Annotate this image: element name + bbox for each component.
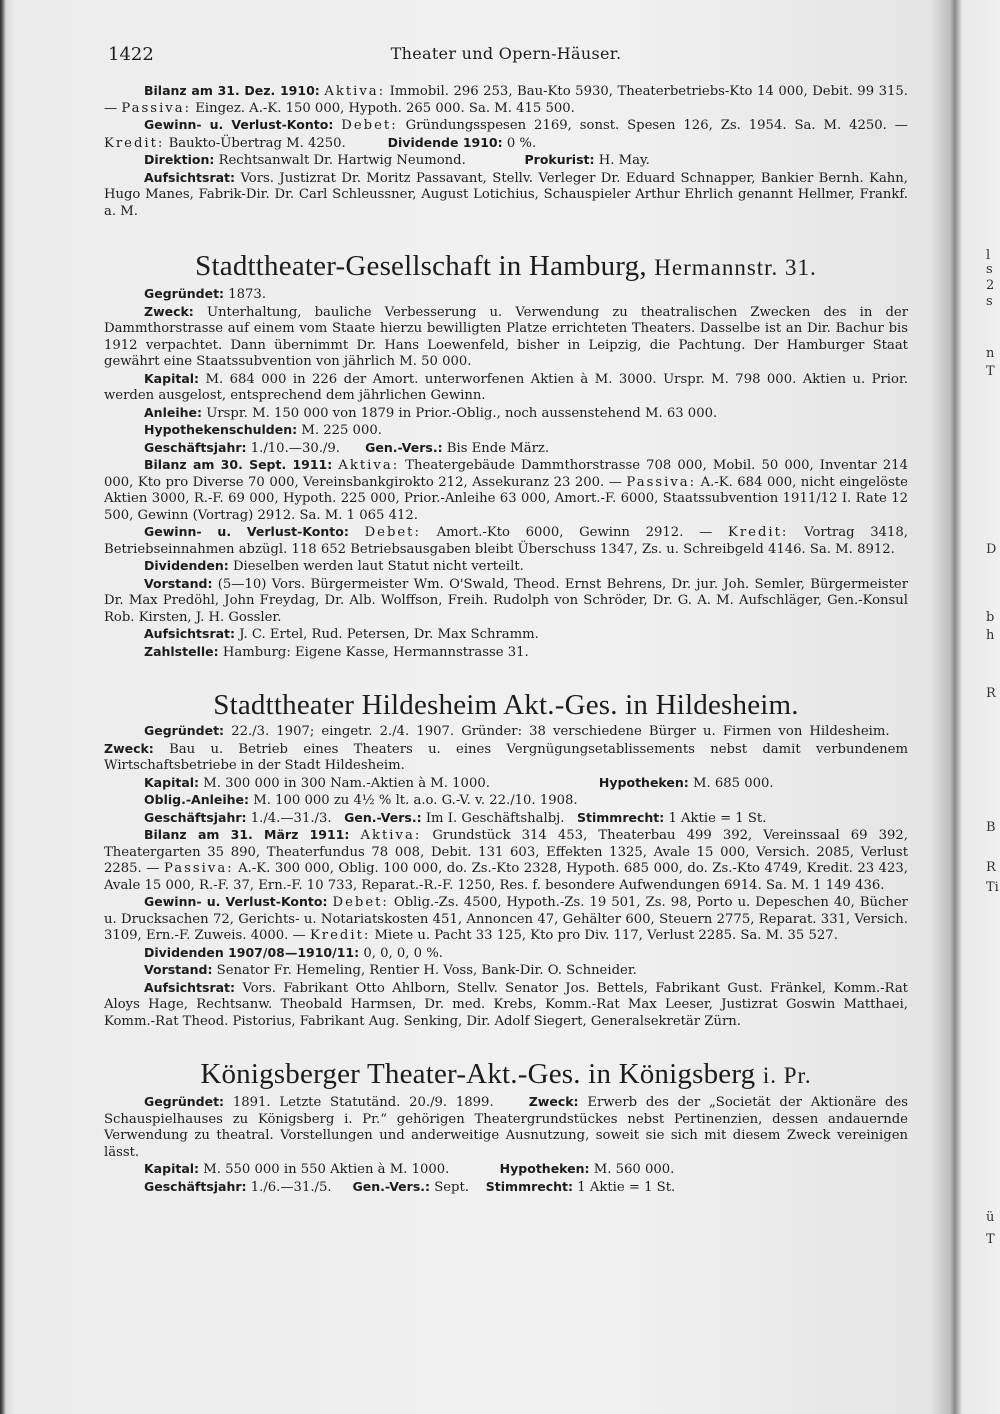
vorstand-label: Vorstand: bbox=[144, 962, 213, 977]
kredit-word: Kredit: bbox=[727, 525, 789, 540]
kapital-label: Kapital: bbox=[144, 1161, 200, 1176]
aufsichtsrat-paragraph bbox=[104, 170, 908, 221]
guv-label: Gewinn- u. Verlust-Konto: bbox=[144, 894, 328, 909]
direktion-text: Rechtsanwalt Dr. Hartwig Neumond. bbox=[218, 153, 466, 168]
geschaeftsjahr-paragraph bbox=[104, 810, 908, 828]
dividenden-text: 0, 0, 0, 0 %. bbox=[363, 945, 443, 961]
geschaeftsjahr-label: Geschäftsjahr: bbox=[144, 809, 247, 825]
aktiva-word: Aktiva: bbox=[360, 828, 422, 843]
stimmrecht-text: 1 Aktie = 1 St. bbox=[668, 810, 767, 826]
running-title: Theater und Opern-Häuser. bbox=[390, 44, 622, 63]
aufsichtsrat-label: Aufsichtsrat: bbox=[144, 626, 236, 641]
oblig-text: M. 100 000 zu 4½ % lt. a.o. G.-V. v. 22./10. 1908. bbox=[253, 793, 578, 808]
stimmrecht-label: Stimmrecht: bbox=[485, 1178, 574, 1194]
genvers-label: Gen.-Vers.: bbox=[365, 439, 443, 455]
bilanz-label: Bilanz am 31. Dez. 1910: bbox=[144, 83, 320, 98]
guv-paragraph bbox=[104, 524, 908, 558]
passiva-word: Passiva: bbox=[121, 100, 192, 116]
margin-fragment: n bbox=[986, 346, 995, 361]
bilanz-label: Bilanz am 31. März 1911: bbox=[144, 827, 350, 842]
bilanz-paragraph bbox=[104, 83, 908, 117]
zweck-label: Zweck: bbox=[144, 303, 194, 319]
gegruendet-label: Gegründet: bbox=[144, 723, 225, 738]
oblig-paragraph bbox=[104, 792, 908, 810]
kredit-text: Miete u. Pacht 33 125, Kto pro Div. 117, Verlust 2285. Sa. M. 35 527. bbox=[374, 928, 838, 943]
vorstand-paragraph bbox=[104, 576, 908, 627]
genvers-text: Sept. bbox=[434, 1179, 469, 1195]
margin-fragment: R bbox=[986, 860, 996, 875]
hypotheken-text: M. 560 000. bbox=[593, 1162, 675, 1177]
margin-fragment: T bbox=[986, 364, 995, 379]
dividenden-paragraph bbox=[104, 558, 908, 576]
hypotheken-label: Hypotheken: bbox=[598, 774, 689, 790]
gegruendet-text: 1873. bbox=[228, 287, 267, 302]
margin-fragment: Ti bbox=[986, 880, 999, 895]
kredit-text: Vortrag 3418, Betriebseinnahmen abzügl. 118 652 Betriebsausgaben bleibt Überschuss 1347, Zs. u. Schreibgeld 4146. Sa. M. 8912. bbox=[104, 525, 908, 557]
guv-paragraph bbox=[104, 894, 908, 945]
guv-paragraph bbox=[104, 117, 908, 152]
entry-title: Stadttheater Hildesheim Akt.-Ges. in Hildesheim. bbox=[213, 689, 799, 721]
genvers-text: Bis Ende März. bbox=[446, 440, 550, 456]
prokurist-label: Prokurist: bbox=[524, 152, 595, 167]
passiva-word: Passiva: bbox=[163, 861, 234, 876]
passiva-text: A.-K. 684 000, nicht eingelöste Aktien 3000, R.-F. 69 000, Hypoth. 225 000, Prior.-Anleihe 63 000, Amort.-F. 6000, Staatssubvention 1911/12 I. Rate 12 500, Gewinn (Vortrag) 2912. Sa. M. 1 065 412. bbox=[104, 474, 908, 523]
anleihe-paragraph bbox=[104, 405, 908, 423]
passiva-word: Passiva: bbox=[626, 474, 697, 490]
genvers-label: Gen.-Vers.: bbox=[344, 809, 422, 825]
geschaeftsjahr-text: 1./6.—31./5. bbox=[250, 1179, 332, 1195]
debet-text: Gründungsspesen 2169, sonst. Spesen 126, Zs. 1954. Sa. M. 4250. — bbox=[405, 118, 908, 133]
geschaeftsjahr-label: Geschäftsjahr: bbox=[144, 1178, 247, 1194]
stimmrecht-label: Stimmrecht: bbox=[577, 809, 665, 825]
kapital-label: Kapital: bbox=[144, 774, 200, 790]
margin-fragment: B bbox=[986, 820, 996, 835]
vorstand-text: Senator Fr. Hemeling, Rentier H. Voss, Bank-Dir. O. Schneider. bbox=[216, 963, 637, 978]
entry-title bbox=[104, 1056, 908, 1094]
dividenden-label: Dividenden: bbox=[144, 558, 229, 573]
zweck-text: Erwerb des der „Societät der Aktionäre des Schauspielhauses zu Königsberg i. Pr.“ gehörigen Theatergrundstückes nebst Pertinenzien, dessen andauernde Verwendung zu theatral. Vorstellungen und anderweitige Ausnutzung, soweit sie sich mit diesem Zweck vereinigen lässt. bbox=[104, 1095, 908, 1160]
margin-fragment: T bbox=[986, 1232, 995, 1247]
gegruendet-paragraph bbox=[104, 1094, 908, 1161]
dividende-label: Dividende 1910: bbox=[387, 134, 503, 150]
zweck-label: Zweck: bbox=[528, 1094, 579, 1109]
kapital-label: Kapital: bbox=[144, 370, 200, 386]
gegruendet-label: Gegründet: bbox=[144, 1094, 225, 1109]
zweck-paragraph bbox=[104, 304, 908, 371]
passiva-text: A.-K. 300 000, Oblig. 100 000, do. Zs.-Kto 2328, Hypoth. 685 000, do. Zs.-Kto 4749, Kredit. 23 423, Avale 15 000, R.-F. 37, Ern.-F. 10 733, Reparat.-R.-F. 1250, Res. f. besondere Aufwendungen 6914. Sa. M. 1 149 436. bbox=[104, 861, 908, 893]
direktion-label: Direktion: bbox=[144, 152, 215, 167]
zweck-label: Zweck: bbox=[104, 740, 154, 756]
vorstand-paragraph bbox=[104, 962, 908, 980]
margin-fragment: b bbox=[986, 610, 995, 625]
aufsichtsrat-text: Vors. Justizrat Dr. Moritz Passavant, Stellv. Verleger Dr. Eduard Schnapper, Bankier Bernh. Kahn, Hugo Manes, Fabrik-Dir. Dr. Carl Schleussner, August Lotichius, Schauspieler Arthur Ehrlich genannt Hellmer, Frankf. a. M. bbox=[104, 170, 908, 219]
guv-label: Gewinn- u. Verlust-Konto: bbox=[144, 524, 349, 539]
zahlstelle-paragraph bbox=[104, 644, 908, 662]
entry-hildesheim bbox=[104, 687, 908, 1030]
gegruendet-paragraph bbox=[104, 286, 908, 304]
title-main: Königsberger Theater-Akt.-Ges. in Königsberg bbox=[200, 1058, 756, 1090]
stimmrecht-text: 1 Aktie = 1 St. bbox=[577, 1179, 676, 1195]
entry-title bbox=[104, 248, 908, 286]
bilanz-paragraph bbox=[104, 457, 908, 524]
bilanz-paragraph bbox=[104, 827, 908, 894]
margin-fragment: h bbox=[986, 628, 995, 643]
guv-label: Gewinn- u. Verlust-Konto: bbox=[144, 117, 334, 132]
aktiva-text: Immobil. 296 253, Bau-Kto 5930, Theaterbetriebs-Kto 14 000, Debit. 99 315. — bbox=[104, 84, 908, 116]
zweck-text: Unterhaltung, bauliche Verbesserung u. Verwendung zu theatralischen Zwecken des in der Dammthorstrasse auf einem vom Staate hierzu bewilligten Platze errichteten Theaters. Dasselbe ist an Dir. Bachur bis 1912 verpachtet. Dann übernimmt Dr. Hans Loewenfeld, bisher in Leipzig, die Pachtung. Der Hamburger Staat gewährt eine Staatssubvention von jährlich M. 50 000. bbox=[104, 304, 908, 369]
hypothekenschulden-paragraph bbox=[104, 422, 908, 440]
margin-fragment: s bbox=[986, 294, 993, 309]
anleihe-text: Urspr. M. 150 000 von 1879 in Prior.-Oblig., noch aussenstehend M. 63 000. bbox=[206, 405, 718, 421]
genvers-text: Im I. Geschäftshalbj. bbox=[425, 810, 565, 826]
margin-fragment: 2 bbox=[986, 278, 995, 293]
aktiva-text: Grundstück 314 453, Theaterbau 499 392, Vereinssaal 69 392, Theatergarten 35 890, Theaterfundus 78 008, Debit. 131 603, Effekten 1325, Avale 15 000, Versich. 2085, Verlust 2285. — bbox=[104, 828, 908, 876]
zahlstelle-label: Zahlstelle: bbox=[144, 643, 219, 659]
dividenden-paragraph bbox=[104, 945, 908, 963]
hypothekenschulden-label: Hypothekenschulden: bbox=[144, 422, 298, 437]
gegruendet-text: 22./3. 1907; eingetr. 2./4. 1907. Gründer: 38 verschiedene Bürger u. Firmen von Hildesheim. bbox=[231, 724, 890, 739]
dividende-text: 0 %. bbox=[506, 135, 537, 151]
gegruendet-paragraph bbox=[104, 723, 908, 775]
kredit-word: Kredit: bbox=[309, 928, 371, 943]
aufsichtsrat-text: Vors. Fabrikant Otto Ahlborn, Stellv. Senator Jos. Bettels, Fabrikant Gust. Fränkel, Komm.-Rat Aloys Hage, Rechtsanw. Theobald Harmsen, Dr. med. Krebs, Komm.-Rat Max Leeser, Justizrat Goswin Matthaei, Komm.-Rat Theod. Pistorius, Fabrikant Aug. Senking, Dir. Adolf Siegert, Generalsekretär Zürn. bbox=[104, 980, 908, 1029]
zahlstelle-text: Hamburg: Eigene Kasse, Hermannstrasse 31. bbox=[222, 644, 529, 660]
kapital-text: M. 684 000 in 226 der Amort. unterworfenen Aktien à M. 3000. Urspr. M. 798 000. Aktien u. Prior. werden ausgelost, entsprechend dem jährlichen Gewinn. bbox=[104, 371, 908, 403]
page-content bbox=[104, 30, 908, 1400]
margin-fragment: l bbox=[986, 248, 991, 263]
title-main: Stadttheater-Gesellschaft in Hamburg, bbox=[195, 250, 647, 282]
aktiva-text: Theatergebäude Dammthorstrasse 708 000, Mobil. 50 000, Inventar 214 000, Kto pro Diverse 70 000, Vereinsbankgirokto 212, Assekuranz 23 200. — bbox=[104, 458, 908, 490]
margin-fragment: s bbox=[986, 262, 993, 277]
kapital-text: M. 300 000 in 300 Nam.-Aktien à M. 1000. bbox=[203, 775, 490, 791]
aufsichtsrat-paragraph bbox=[104, 980, 908, 1031]
page-number: 1422 bbox=[108, 44, 154, 65]
aktiva-word: Aktiva: bbox=[338, 458, 400, 473]
running-header bbox=[104, 30, 908, 70]
kapital-paragraph bbox=[104, 775, 908, 793]
hypotheken-text: M. 685 000. bbox=[692, 775, 774, 791]
anleihe-label: Anleihe: bbox=[144, 404, 202, 420]
debet-word: Debet: bbox=[364, 525, 421, 540]
geschaeftsjahr-paragraph bbox=[104, 1179, 908, 1197]
aufsichtsrat-label: Aufsichtsrat: bbox=[144, 979, 236, 995]
passiva-text: Eingez. A.-K. 150 000, Hypoth. 265 000. Sa. M. 415 500. bbox=[195, 100, 575, 116]
entry-koenigsberg bbox=[104, 1056, 908, 1196]
entry-hamburg bbox=[104, 248, 908, 661]
prokurist-text: H. May. bbox=[598, 153, 650, 168]
debet-word: Debet: bbox=[332, 895, 389, 910]
title-sub: Hermannstr. 31. bbox=[654, 255, 817, 280]
margin-fragment: D bbox=[986, 542, 997, 557]
bilanz-label: Bilanz am 30. Sept. 1911: bbox=[144, 457, 333, 472]
aktiva-word: Aktiva: bbox=[324, 84, 386, 99]
genvers-label: Gen.-Vers.: bbox=[352, 1178, 431, 1194]
vorstand-text: (5—10) Vors. Bürgermeister Wm. O'Swald, Theod. Ernst Behrens, Dr. jur. Joh. Semler, Bürgermeister Dr. Max Predöhl, John Freydag, Dr. Alb. Wolffson, Freih. Rudolph von Schröder, Dr. G. A. M. Aufschläger, Gen.-Konsul Rob. Kirsten, J. H. Gossler. bbox=[104, 576, 908, 625]
debet-word: Debet: bbox=[341, 118, 398, 133]
gegruendet-text: 1891. Letzte Statutänd. 20./9. 1899. bbox=[232, 1095, 494, 1110]
hypotheken-label: Hypotheken: bbox=[499, 1161, 590, 1176]
aufsichtsrat-text: J. C. Ertel, Rud. Petersen, Dr. Max Schramm. bbox=[239, 627, 539, 642]
oblig-label: Oblig.-Anleihe: bbox=[144, 792, 250, 807]
kredit-word: Kredit: bbox=[104, 135, 165, 151]
geschaeftsjahr-text: 1./4.—31./3. bbox=[250, 810, 332, 826]
kapital-text: M. 550 000 in 550 Aktien à M. 1000. bbox=[203, 1162, 450, 1177]
aufsichtsrat-label: Aufsichtsrat: bbox=[144, 169, 236, 185]
margin-fragment: ü bbox=[986, 1210, 995, 1225]
gegruendet-label: Gegründet: bbox=[144, 286, 225, 301]
hypothekenschulden-text: M. 225 000. bbox=[301, 423, 382, 438]
kapital-paragraph bbox=[104, 371, 908, 405]
kredit-text: Baukto-Übertrag M. 4250. bbox=[168, 135, 346, 151]
zweck-text: Bau u. Betrieb eines Theaters u. eines Vergnügungsetablissements nebst damit verbundenem Wirtschaftsbetriebe in der Stadt Hildesheim. bbox=[104, 741, 908, 773]
margin-fragment: R bbox=[986, 686, 996, 701]
title-sub: i. Pr. bbox=[762, 1063, 812, 1088]
entry-continuation bbox=[104, 83, 908, 220]
debet-text: Amort.-Kto 6000, Gewinn 2912. — bbox=[436, 525, 713, 540]
direktion-paragraph bbox=[104, 152, 908, 170]
geschaeftsjahr-label: Geschäftsjahr: bbox=[144, 439, 247, 455]
vorstand-label: Vorstand: bbox=[144, 575, 213, 591]
aufsichtsrat-paragraph bbox=[104, 626, 908, 644]
debet-text: Oblig.-Zs. 4500, Hypoth.-Zs. 19 501, Zs. 98, Porto u. Depeschen 40, Bücher u. Drucksachen 72, Gerichts- u. Notariatskosten 451, Annoncen 47, Gehälter 600, Steuern 2775, Reparat. 331, Versich. 3109, Ern.-F. Zuweis. 4000. — bbox=[104, 895, 908, 943]
geschaeftsjahr-text: 1./10.—30./9. bbox=[250, 440, 340, 456]
kapital-paragraph bbox=[104, 1161, 908, 1179]
dividenden-label: Dividenden 1907/08—1910/11: bbox=[144, 944, 360, 960]
dividenden-text: Dieselben werden laut Statut nicht verteilt. bbox=[232, 559, 524, 574]
geschaeftsjahr-paragraph bbox=[104, 440, 908, 458]
